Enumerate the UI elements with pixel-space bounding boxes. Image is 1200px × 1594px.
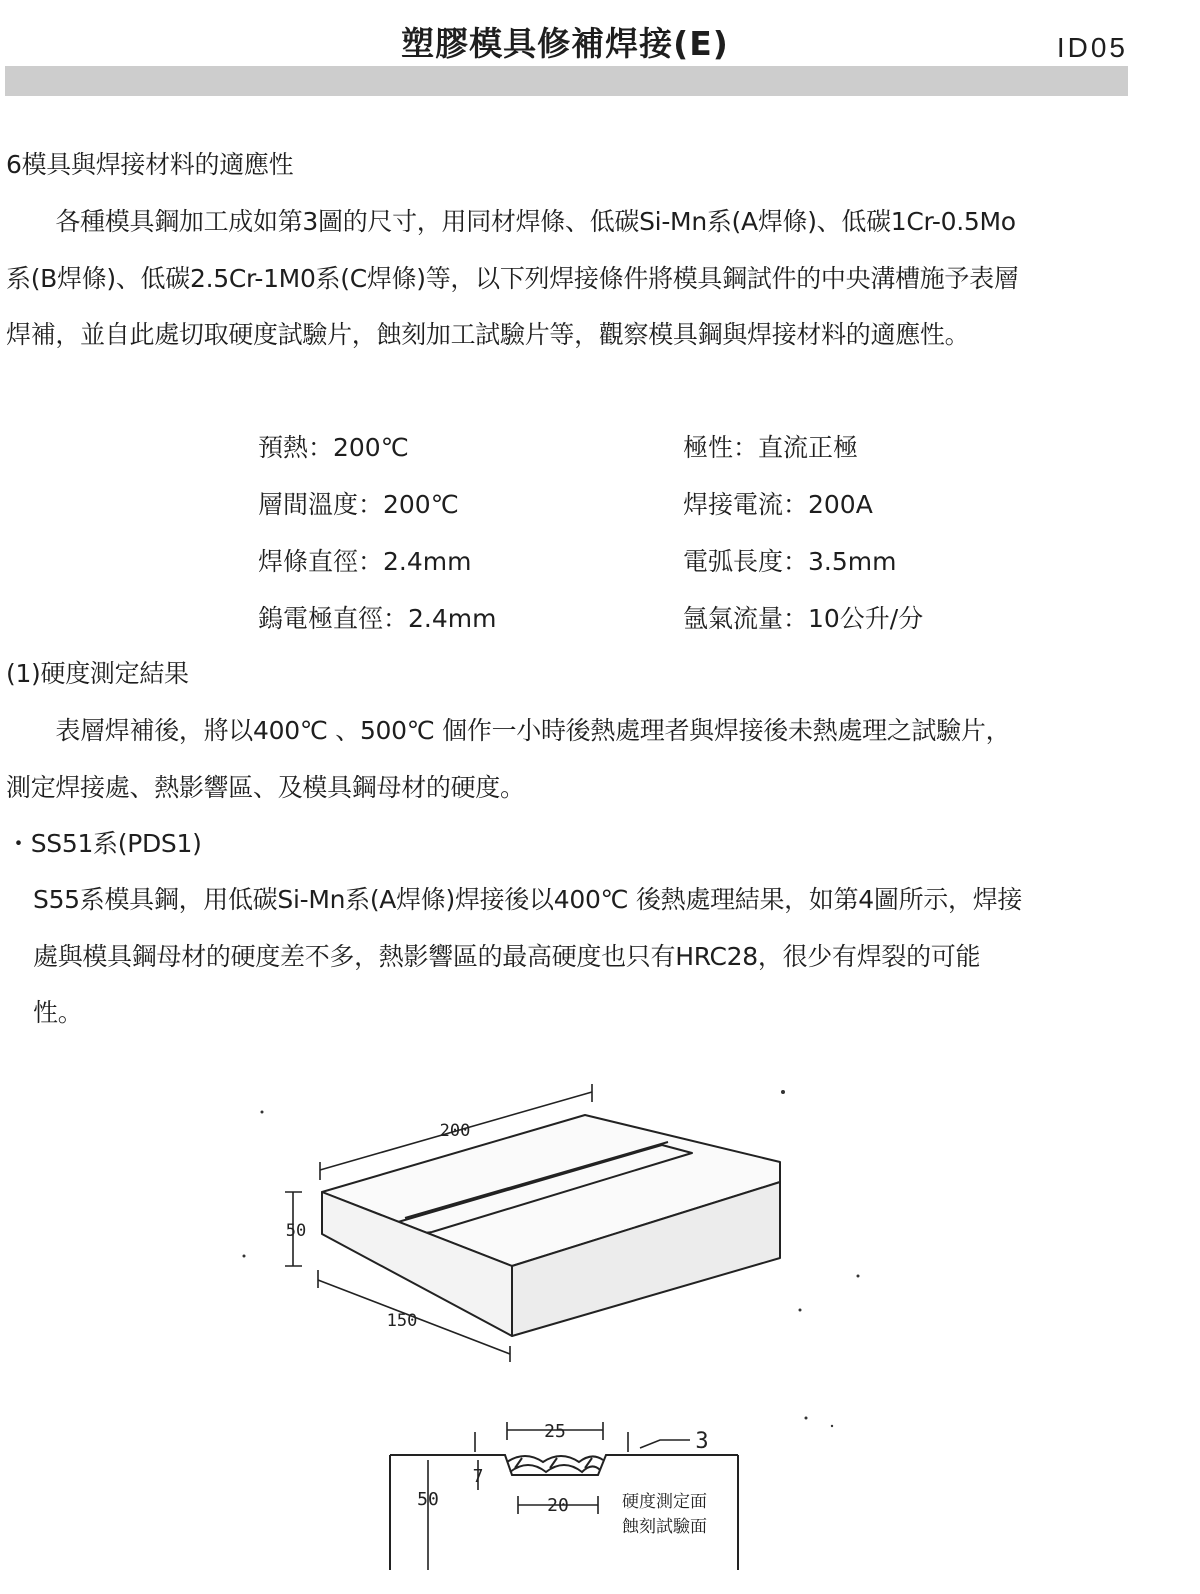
hardness-surface-label: 硬度測定面 [622, 1492, 707, 1512]
dim-inner-label: 20 [547, 1495, 569, 1516]
etch-surface-label: 蝕刻試驗面 [622, 1517, 707, 1537]
dim-length-label: 200 [439, 1121, 471, 1141]
dim-thick-label: 50 [417, 1489, 439, 1510]
dim-top-label: 25 [544, 1421, 566, 1442]
dim-height-label: 50 [285, 1221, 307, 1241]
test-block-figure [0, 1070, 1200, 1390]
dim-width-label: 150 [386, 1311, 418, 1331]
condition-current: 焊接電流：200A [683, 490, 873, 519]
page-title: 塑膠模具修補焊接(E) [401, 24, 729, 63]
condition-rod-diameter: 焊條直徑：2.4mm [258, 547, 472, 576]
hardness-heading: (1)硬度測定結果 [6, 659, 189, 688]
hardness-line-1: 表層焊補後，將以400℃ 、500℃ 個作一小時後熱處理者與焊接後未熱處理之試驗片， [6, 716, 1011, 745]
detail-line-3: 性。 [33, 998, 83, 1027]
condition-interpass-temp: 層間溫度：200℃ [258, 490, 459, 519]
section-heading: 6模具與焊接材料的適應性 [6, 150, 294, 179]
condition-polarity: 極性：直流正極 [683, 433, 859, 462]
condition-argon-flow: 氬氣流量：10公升/分 [683, 604, 924, 633]
bullet-ss51: ・SS51系(PDS1) [6, 829, 202, 858]
intro-line-1: 各種模具鋼加工成如第3圖的尺寸，用同材焊條、低碳Si-Mn系(A焊條)、低碳1Cr-0.5Mo [6, 207, 1016, 236]
hardness-line-2: 測定焊接處、熱影響區、及模具鋼母材的硬度。 [6, 773, 525, 802]
intro-line-3: 焊補，並自此處切取硬度試驗片，蝕刻加工試驗片等，觀察模具鋼與焊接材料的適應性。 [6, 320, 970, 349]
document-code: ID05 [1056, 32, 1128, 63]
condition-arc-length: 電弧長度：3.5mm [683, 547, 897, 576]
callout-number: 3 [695, 1429, 709, 1454]
dim-depth-label: 7 [472, 1466, 484, 1487]
condition-preheat: 預熱：200℃ [258, 433, 409, 462]
detail-line-1: S55系模具鋼，用低碳Si-Mn系(A焊條)焊接後以400℃ 後熱處理結果，如第4圖所示，焊接 [33, 885, 1023, 914]
condition-electrode-diameter: 鎢電極直徑：2.4mm [258, 604, 497, 633]
title-divider-bar [5, 66, 1128, 96]
intro-line-2: 系(B焊條)、低碳2.5Cr-1M0系(C焊條)等，以下列焊接條件將模具鋼試件的中央溝槽施予表層 [6, 264, 1019, 293]
weld-section-figure [0, 1410, 1200, 1580]
detail-line-2: 處與模具鋼母材的硬度差不多，熱影響區的最高硬度也只有HRC28，很少有焊裂的可能 [33, 942, 981, 971]
welding-conditions [258, 419, 1018, 647]
